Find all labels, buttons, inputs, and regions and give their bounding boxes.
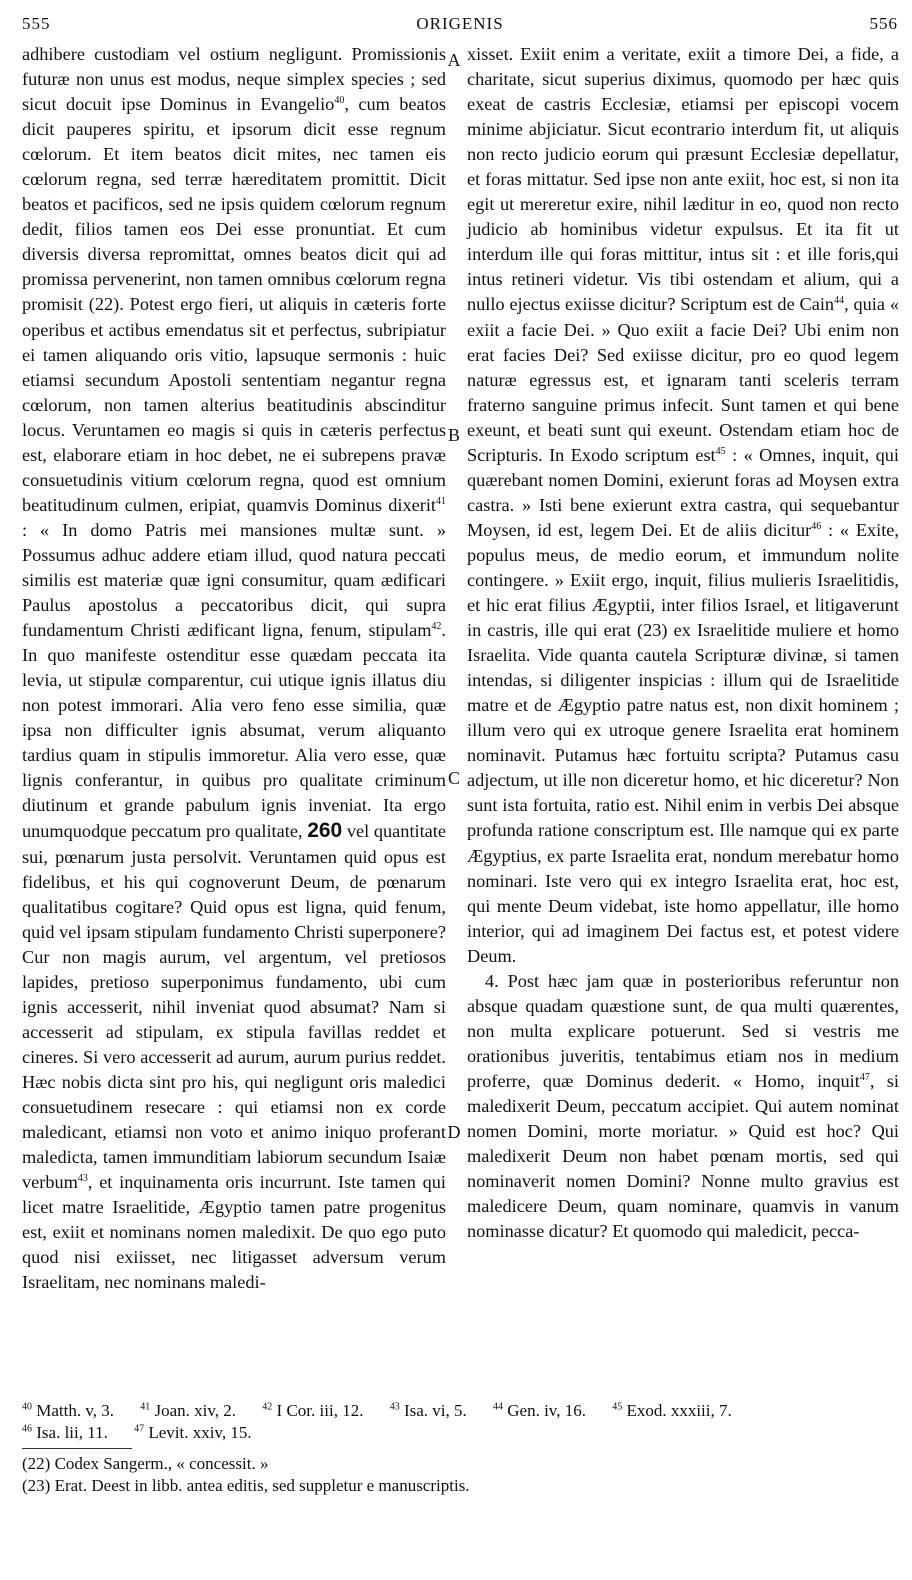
footnote (134, 1423, 252, 1442)
section-marker-c: C (447, 768, 460, 788)
footnote-number: 47 (134, 1423, 145, 1435)
section-marker-a: A (447, 50, 461, 70)
text-segment: , et inquinamenta oris incurrunt. Iste tamen qui licet matre Israelitide, Ægyptio tamen patre progenitus est, exiit et nominans nomen maledixit. De quo ego puto quod nisi exiisset, nec litigasset adversum verum Israelitam, nec nominans maledi- (22, 1172, 446, 1293)
text-segment: . In quo manifeste ostenditur esse quædam peccata ita levia, ut stipulæ comparentur, cui utique ignis illatus diu non potest immorari. Alia vero feno esse similia, quæ ipsa non difficulter ignis absumat, verum aliquanto tardius quam in stipulis immoretur. Alia vero esse, quæ lignis conferantur, in quibus pro qualitate criminum diutinum et grande pabulum ignis inveniat. Ita ergo unumquodque peccatum pro qualitate, (22, 620, 446, 842)
footnote (493, 1401, 586, 1420)
text-segment: 4. Post hæc jam quæ in posterioribus referuntur non absque quadam quæstione sunt, de qua multi quærentes, non multa explicare potuerunt. Sed si vestris me orationibus juveritis, tentabimus etiam nos in medium proferre, quæ Dominus dederit. « Homo, inquit (467, 970, 899, 1091)
footnote-text: Matth. v, 3. (36, 1401, 115, 1420)
text-segment: : « In domo Patris mei mansiones multæ sunt. » Possumus adhuc addere etiam illud, quod natura peccati similis est materiæ quæ igni consumitur, quam ædificari Paulus apostolus a peccatoribus dicit, qui supra fundamentum Christi ædificant ligna, fenum, stipulam (22, 519, 446, 641)
footnote-text: Isa. vi, 5. (403, 1401, 467, 1420)
footnote-ref-44: 44 (834, 295, 845, 307)
footnote-text: Gen. iv, 16. (507, 1401, 586, 1420)
footnote-ref-45: 45 (715, 445, 726, 457)
apparatus-note-22: (22) Codex Sangerm., « concessit. » (22, 1454, 269, 1473)
footnote-ref-41: 41 (436, 495, 446, 507)
page-number-right: 556 (869, 14, 898, 33)
footnote-divider (22, 1448, 132, 1449)
footnote-number: 46 (22, 1423, 32, 1435)
apparatus-note-23: (23) Erat. Deest in libb. antea editis, sed suppletur e manuscriptis. (22, 1476, 470, 1495)
footnote (390, 1401, 467, 1420)
footnote-ref-46: 46 (811, 520, 822, 532)
footnote-text: Levit. xxiv, 15. (148, 1423, 252, 1442)
footnote-number: 42 (262, 1401, 273, 1413)
text-segment: : « Omnes, inquit, qui quærebant nomen Domini, exierunt foras ad Moysen extra castra. » Isti bene exierunt extra castra, qui sequebantur Moysen, id est, legem Dei. Et de aliis dicitur (467, 444, 899, 540)
running-title: ORIGENIS (416, 14, 504, 33)
footnote (22, 1401, 114, 1420)
right-column-paragraph-1 (467, 42, 899, 969)
scripture-footnotes (22, 1400, 898, 1444)
footnote-ref-43: 43 (77, 1173, 88, 1185)
footnote (612, 1401, 732, 1420)
footnote-number: 41 (140, 1401, 151, 1413)
footnote-ref-47: 47 (859, 1071, 870, 1083)
column-number: 260 (307, 819, 343, 843)
left-column (22, 42, 446, 1295)
page-number-left: 555 (22, 14, 51, 33)
footnote-ref-42: 42 (431, 620, 442, 632)
running-header (22, 14, 898, 40)
footnote-number: 43 (389, 1401, 400, 1413)
text-segment: , cum beatos dicit pauperes spiritu, et ipsorum dicit esse regnum cœlorum. Et item beatos dicit mites, nec tamen eis cœlorum regna, sed terræ hæreditatem promittit. Dicit beatos et pacificos, sed ne ipsis quidem cœlorum regnum dedit, filios tamen eos Dei esse pronuntiat. Et cum diversis diversa repromittat, omnes beatos dicit qui ad promissa pervenerint, non tamen omnibus cœlorum regna promisit (22). Potest ergo fieri, ut aliquis in cæteris forte operibus et actibus emendatus sit et perfectus, subripiatur ei tamen aliquando oris vitio, lapsuque sermonis : huic etiamsi secundum Apostoli sententiam negantur regna cœlorum, non tamen alterius beatitudinis abscinditur locus. Veruntamen eo magis si quis in cæteris perfectus est, elaborare etiam in hoc debet, ne ei subrepens pravæ consuetudinis vitium cœlorum regna, quod est omnium beatitudinum culmen, eripiat, quamvis Dominus dixerit (22, 94, 446, 515)
footnote-number: 40 (22, 1401, 32, 1413)
text-segment: adhibere custodiam vel ostium negligunt. Promissionis futuræ non unus est modus, neque simplex species ; sed sicut docuit ipse Dominus in Evangelio (22, 44, 446, 115)
right-column-paragraph-2 (467, 969, 899, 1245)
footnote (22, 1423, 108, 1442)
footnote-text: Joan. xiv, 2. (154, 1401, 237, 1420)
footnote (140, 1401, 236, 1420)
footnote-text: I Cor. iii, 12. (276, 1401, 364, 1420)
footnote-text: Exod. xxxiii, 7. (626, 1401, 732, 1420)
text-segment: vel quantitate sui, pœnarum justa persolvit. Veruntamen quid opus est fidelibus, et his qui cognoverunt Deum, de pœnarum qualitatibus cogitare? Quid opus est ligna, quid fenum, quid vel ipsam stipulam fundamento Christi superponere? Cur non magis aurum, vel argentum, vel pretiosos lapides, pretioso superponimus fundamento, ubi cum ignis accesserit, nihil inveniat quod absumat? Nam si accesserit ad stipulam, ex stipula favillas reddet et cineres. Si vero accesserit ad aurum, aurum purius reddet. Hæc nobis dicta sint pro his, qui negligunt oris maledici consuetudinem resecare : qui etiamsi non ex corde maledicant, etiamsi non voto et animo iniquo proferant maledicta, tamen immunditiam labiorum secundum Isaiæ verbum (22, 821, 446, 1193)
text-segment: , si maledixerit Deum, peccatum accipiet. Qui autem nominat nomen Domini, morte moriatur. » Quid est hoc? Qui maledixerit Deum non habet pœnam mortis, sed qui nominaverit nomen Domini? Nonne multo gravius est maledicere Deum, quam nominare, quamvis in vanum nominasse dicatur? Et quomodo qui maledicit, pecca- (467, 1070, 900, 1242)
footnote-ref-40: 40 (334, 95, 345, 106)
text-segment: xisset. Exiit enim a veritate, exiit a timore Dei, a fide, a charitate, sicut superius diximus, quomodo per hæc quis exeat de castris Ecclesiæ, etiamsi per episcopi vocem minime abjiciatur. Sicut econtrario interdum fit, ut aliquis non recto judicio eorum qui præsunt Ecclesiæ depellatur, et foras mittatur. Sed ipse non ante exiit, hoc est, si non ita egit ut mereretur exire, nihil læditur in eo, quod non recto judicio ab hominibus videtur expulsus. Et ita fit ut interdum ille qui foras mittitur, intus sit : et ille foris,qui intus retineri videtur. Vis tibi ostendam et alium, qui a nullo ejectus exiisse dicitur? Scriptum est de Cain (467, 44, 899, 315)
critical-apparatus (22, 1453, 898, 1497)
footnote-text: Isa. lii, 11. (36, 1423, 108, 1442)
right-column (467, 42, 899, 1244)
left-column-text (22, 42, 446, 1295)
section-marker-d: D (447, 1122, 461, 1142)
text-segment: : « Exite, populus meus, de medio eorum, et immundum nolite contingere. » Exiit ergo, inquit, filius mulieris Israelitidis, et hic erat filius Ægyptii, inter filios Israel, et litigaverunt in castris, ille qui erat (23) ex Israelitide muliere et homo Israelita. Vide quanta cautela Scripturæ divinæ, si tamen intendas, si diligenter inspicias : illum qui de Israelitide matre et de Ægyptio patre natus est, non dixit hominem ; illum vero qui ex utroque genere Israelita erat hominem nominavit. Putamus hæc fortuitu scripta? Putamus casu adjectum, ut ille non diceretur homo, et hic diceretur? Non sunt ista fortuita, ratio est. Nihil enim in verbis Dei absque profunda ratione conscriptum est. Ille namque qui ex parte Ægyptius, ex parte Israelita erat, nondum merebatur homo nominari. Iste vero qui ex integro Israelita erat, hoc est, qui mente Deum videbat, iste homo appellatur, ille homo interior, qui ad imaginem Dei factus est, et potest videre Deum. (467, 519, 899, 966)
footnote-row-2 (22, 1422, 898, 1444)
footnote-number: 45 (612, 1401, 623, 1413)
footnote (262, 1401, 363, 1420)
text-segment: , quia « exiit a facie Dei. » Quo exiit a facie Dei? Ubi enim non erat facies Dei? Sed exiisse dicitur, pro eo quod legem naturæ egressus est, et ignaram tanti sceleris terram fraterno sanguine primus infecit. Sunt tamen et qui bene exeunt, et beati sunt qui exeunt. Ostendam etiam hoc de Scripturis. In Exodo scriptum est (467, 294, 899, 465)
footnote-number: 44 (493, 1401, 503, 1413)
section-marker-b: B (447, 425, 460, 445)
footnote-row-1 (22, 1400, 898, 1422)
